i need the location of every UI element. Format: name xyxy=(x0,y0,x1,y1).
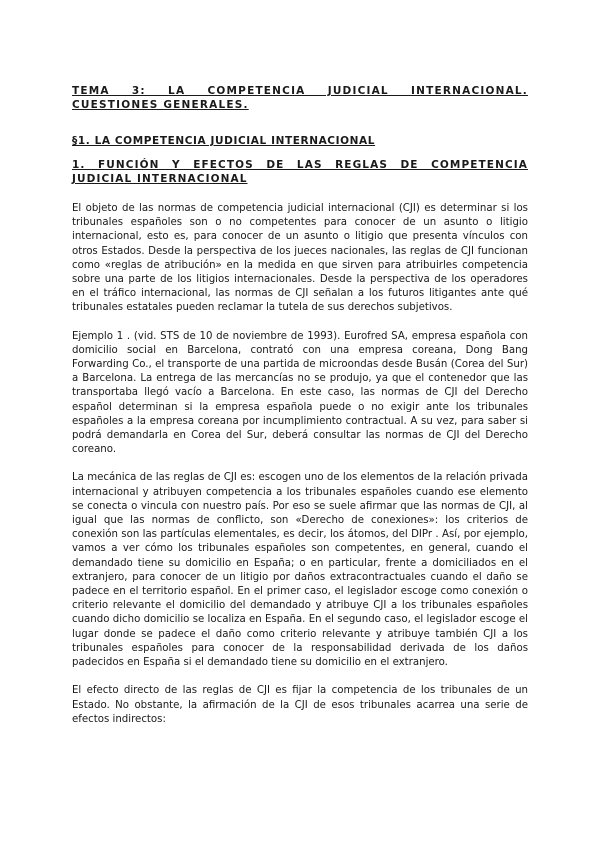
section-heading: §1. LA COMPETENCIA JUDICIAL INTERNACIONAL xyxy=(72,135,376,147)
document-page xyxy=(72,84,528,741)
paragraph-ejemplo: Ejemplo 1 . (vid. STS de 10 de noviembre de 1993). Eurofred SA, empresa española con domicilio social en Barcelona, contrató con una empresa coreana, Dong Bang Forwarding Co., el transporte de una partida de microondas desde Busán (Corea del Sur) a Barcelona. La entrega de las mercancías no se produjo, ya que el contenedor que las transportaba llegó vacío a Barcelona. En este caso, las normas de CJI del Derecho español determinan si la empresa española puede o no exigir ante los tribunales españoles a la empresa coreana por incumplimiento contractual. A su vez, para saber si podrá demandarla en Corea del Sur, deberá consultar las normas de CJI del Derecho coreano. xyxy=(72,330,528,456)
paragraph-mecanica: La mecánica de las reglas de CJI es: escogen uno de los elementos de la relación privada internacional y atribuyen competencia a los tribunales españoles cuando ese elemento se conecta o vincula con nuestro país. Por eso se suele afirmar que las normas de CJI, al igual que las normas de conflicto, son «Derecho de conexiones»: los criterios de conexión son las partículas elementales, es decir, los átomos, del DIPr . Así, por ejemplo, vamos a ver cómo los tribunales españoles son competentes, en general, cuando el demandado tiene su domicilio en España; o en particular, frente a domiciliados en el extranjero, para conocer de un litigio por daños extracontractuales cuando el daño se padece en el territorio español. En el primer caso, el legislador escoge como conexión o criterio relevante el domicilio del demandado y atribuye CJI a los tribunales españoles cuando dicho domicilio se localiza en España. En el segundo caso, el legislador escoge el lugar donde se padece el daño como criterio relevante y atribuye también CJI a los tribunales españoles para conocer de la responsabilidad derivada de los daños padecidos en España si el demandado tiene su domicilio en el extranjero. xyxy=(72,472,528,669)
paragraph-efecto: El efecto directo de las reglas de CJI es fijar la competencia de los tribunales de un Estado. No obstante, la afirmación de la CJI de esos tribunales acarrea una serie de efectos indirectos: xyxy=(72,685,528,725)
document-title: TEMA 3: LA COMPETENCIA JUDICIAL INTERNACIONAL. CUESTIONES GENERALES. xyxy=(72,85,528,111)
subsection-heading: 1. FUNCIÓN Y EFECTOS DE LAS REGLAS DE COMPETENCIA JUDICIAL INTERNACIONAL xyxy=(72,159,528,185)
paragraph-objeto: El objeto de las normas de competencia judicial internacional (CJI) es determinar si los tribunales españoles son o no competentes para conocer de un asunto o litigio internacional, esto es, para conocer de un asunto o litigio que presenta vínculos con otros Estados. Desde la perspectiva de los jueces nacionales, las reglas de CJI funcionan como «reglas de atribución» en la medida en que sirven para atribuirles competencia sobre una parte de los litigios internacionales. Desde la perspectiva de los operadores en el tráfico internacional, las normas de CJI señalan a los futuros litigantes ante qué tribunales estatales pueden reclamar la tutela de sus derechos subjetivos. xyxy=(72,203,528,314)
